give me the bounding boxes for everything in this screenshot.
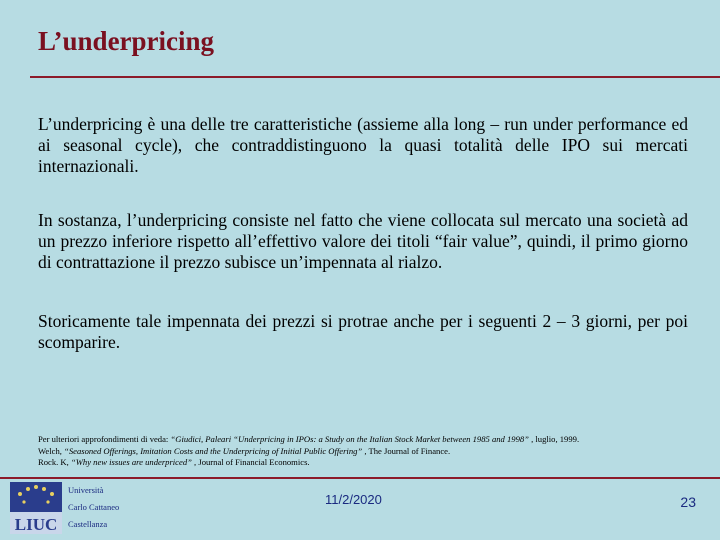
slide-title: L’underpricing [38,26,215,56]
university-line-1: Università [68,485,104,495]
liuc-logo [10,482,62,534]
slide-date: 11/2/2020 [325,492,382,507]
paragraph-2: In sostanza, l’underpricing consiste nel fatto che viene collocata sul mercato una società ad un prezzo inferiore rispetto all’effettivo valore dei titoli “fair value”, quindi, il primo giorno di contrattazione il prezzo subisce un’impennata al rialzo. [38,210,688,272]
reference-line-2: Welch, “Seasoned Offerings, Imitation Costs and the Underpricing of Initial Public Offering” , The Journal of Finance. [38,445,451,456]
paragraph-3: Storicamente tale impennata dei prezzi si protrae anche per i seguenti 2 – 3 giorni, per poi scomparire. [38,311,688,352]
university-line-3: Castellanza [68,519,108,529]
logo-text: LIUC [14,515,58,534]
reference-line-1: Per ulteriori approfondimenti di veda: “Giudici, Paleari “Underpricing in IPOs: a Study on the Italian Stock Market between 1985 and 1998” , luglio, 1999. [38,434,580,444]
university-line-2: Carlo Cattaneo [68,502,120,512]
references [38,434,698,469]
reference-line-3: Rock. K, “Why new issues are underpriced” , Journal of Financial Economics. [38,457,310,467]
paragraph-1: L’underpricing è una delle tre caratteristiche (assieme alla long – run under performance ed ai seasonal cycle), che contraddistinguono la quasi totalità delle IPO sui mercati internazionali. [38,114,688,176]
footer-divider [0,477,720,479]
title-divider [30,76,720,78]
university-name [68,485,119,536]
page-number: 23 [680,494,696,510]
